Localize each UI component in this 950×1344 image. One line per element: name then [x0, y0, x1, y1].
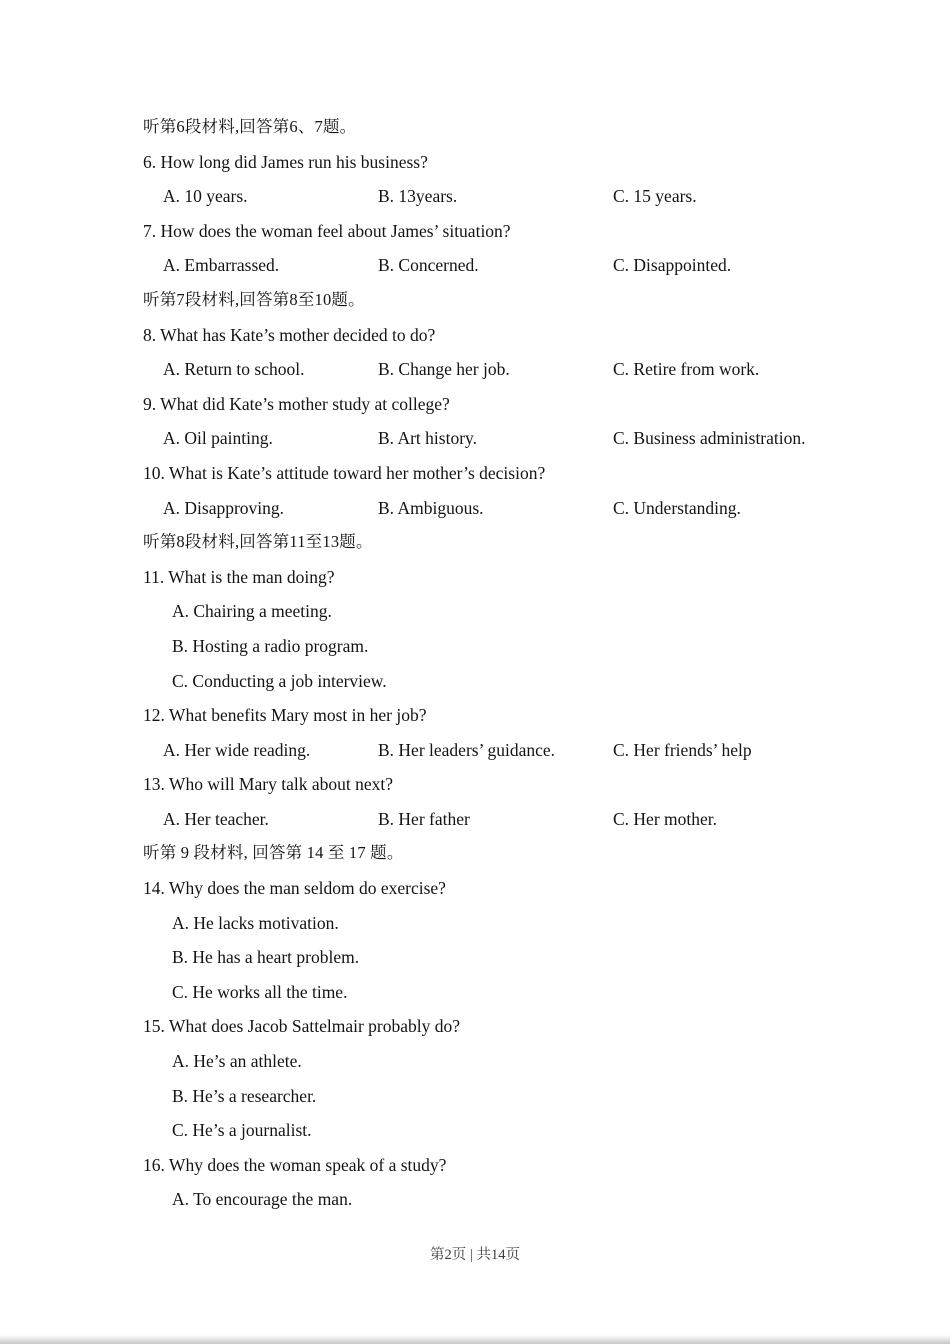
option-line: A. Chairing a meeting. [172, 601, 332, 622]
section-instruction: 听第 9 段材料, 回答第 14 至 17 题。 [143, 843, 404, 863]
question-text: 14. Why does the man seldom do exercise? [143, 878, 446, 899]
option-c: C. Her friends’ help [613, 739, 752, 760]
option-line: A. To encourage the man. [172, 1189, 353, 1210]
options-row [143, 179, 860, 214]
option-c: C. Disappointed. [613, 255, 732, 276]
question-text: 13. Who will Mary talk about next? [143, 774, 393, 795]
option-a: A. Return to school. [163, 359, 305, 380]
option-line: C. He works all the time. [172, 981, 348, 1002]
exam-body [143, 110, 860, 1217]
question-text: 10. What is Kate’s attitude toward her mother’s decision? [143, 462, 546, 483]
options-row [143, 733, 860, 768]
question-text: 11. What is the man doing? [143, 566, 335, 587]
option-b: B. 13years. [378, 186, 458, 207]
option-a: A. Embarrassed. [163, 255, 280, 276]
option-c: C. Business administration. [613, 428, 806, 449]
question-text: 8. What has Kate’s mother decided to do? [143, 324, 436, 345]
question-text: 7. How does the woman feel about James’ situation? [143, 220, 511, 241]
section-instruction: 听第6段材料,回答第6、7题。 [143, 117, 357, 136]
section-instruction: 听第8段材料,回答第11至13题。 [143, 532, 373, 552]
options-row [143, 248, 860, 283]
option-a: A. 10 years. [163, 186, 248, 207]
option-a: A. Her wide reading. [163, 739, 311, 760]
page-number-text: 第2页 | 共14页 [430, 1247, 520, 1263]
option-c: C. 15 years. [613, 186, 697, 207]
question-text: 16. Why does the woman speak of a study? [143, 1154, 447, 1175]
options-row [143, 421, 860, 456]
option-line: A. He’s an athlete. [172, 1051, 302, 1072]
option-line: C. He’s a journalist. [172, 1120, 312, 1141]
option-line: B. Hosting a radio program. [172, 635, 369, 656]
option-c: C. Her mother. [613, 808, 718, 829]
page-footer [0, 1243, 950, 1264]
question-text: 9. What did Kate’s mother study at college? [143, 393, 450, 414]
option-b: B. Her leaders’ guidance. [378, 739, 556, 760]
section-instruction: 听第7段材料,回答第8至10题。 [143, 289, 365, 309]
option-c: C. Understanding. [613, 497, 741, 518]
question-text: 15. What does Jacob Sattelmair probably do? [143, 1016, 461, 1037]
options-row [143, 352, 860, 387]
option-b: B. Concerned. [378, 255, 479, 276]
question-text: 6. How long did James run his business? [143, 151, 428, 172]
option-b: B. Her father [378, 808, 470, 829]
option-b: B. Change her job. [378, 359, 510, 380]
option-b: B. Ambiguous. [378, 497, 484, 518]
question-text: 12. What benefits Mary most in her job? [143, 705, 427, 726]
option-line: C. Conducting a job interview. [172, 670, 387, 691]
options-row [143, 802, 860, 837]
option-line: A. He lacks motivation. [172, 912, 339, 933]
option-b: B. Art history. [378, 428, 478, 449]
option-a: A. Her teacher. [163, 808, 269, 829]
option-c: C. Retire from work. [613, 359, 760, 380]
option-line: B. He has a heart problem. [172, 947, 360, 968]
option-a: A. Oil painting. [163, 428, 273, 449]
option-a: A. Disapproving. [163, 497, 285, 518]
option-line: B. He’s a researcher. [172, 1085, 317, 1106]
options-row [143, 491, 860, 526]
